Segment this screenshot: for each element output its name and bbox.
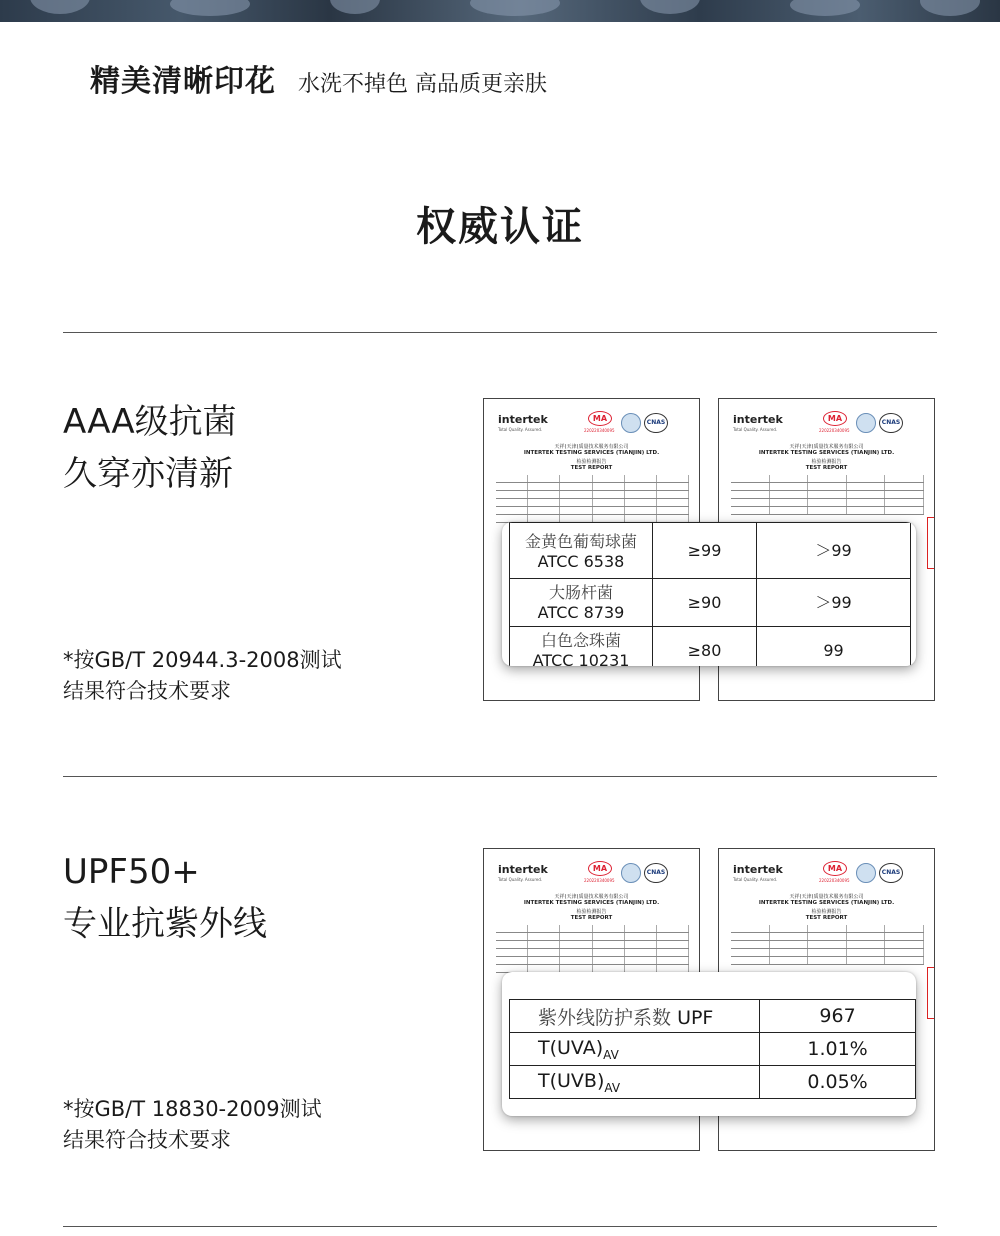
test-report-thumbnail: intertek Total Quality. Assured. MA 220220340095 CNAS 天祥(天津)质量技术服务有限公司 INTERTEK TESTING SERVICES (TIANJIN) LTD. 检验检测报告 TEST REPORT bbox=[718, 398, 935, 701]
intertek-logo: intertek bbox=[733, 863, 783, 876]
intertek-logo: intertek bbox=[498, 863, 548, 876]
section-title: 权威认证 bbox=[416, 204, 584, 250]
table-row: 紫外线防护系数 UPF 967 bbox=[510, 1000, 916, 1033]
uv-result-table bbox=[509, 999, 916, 1099]
table-row: 白色念珠菌 ATCC 10231 ≥80 99 bbox=[510, 627, 911, 667]
ma-mark-icon: MA bbox=[823, 411, 847, 426]
report-table-thumbnail bbox=[496, 475, 689, 523]
top-print-strip bbox=[0, 0, 1000, 22]
feature-uv-title: UPF50+ 专业抗紫外线 bbox=[63, 852, 267, 944]
cnas-mark-icon: CNAS bbox=[879, 863, 903, 883]
feature-uv-note: *按GB/T 18830-2009测试 结果符合技术要求 bbox=[63, 1097, 322, 1152]
antibacterial-zoom-panel bbox=[502, 522, 916, 666]
test-report-thumbnail: intertek Total Quality. Assured. MA 220220340095 CNAS 天祥(天津)质量技术服务有限公司 INTERTEK TESTING SERVICES (TIANJIN) LTD. 检验检测报告 TEST REPORT bbox=[483, 848, 700, 1151]
intertek-logo: intertek bbox=[498, 413, 548, 426]
headline-subtitle: 水洗不掉色 高品质更亲肤 bbox=[298, 72, 547, 97]
uv-zoom-panel bbox=[502, 972, 916, 1116]
ilac-mark-icon bbox=[856, 863, 876, 883]
red-stamp-icon bbox=[927, 967, 935, 1019]
table-row: $T(UVA)_{AV}$ 1.01% bbox=[510, 1033, 916, 1066]
cnas-mark-icon: CNAS bbox=[879, 413, 903, 433]
divider bbox=[63, 776, 937, 777]
table-row: $T(UVB)_{AV}$ 0.05% bbox=[510, 1066, 916, 1099]
divider bbox=[63, 1226, 937, 1227]
ilac-mark-icon bbox=[621, 863, 641, 883]
antibacterial-result-table bbox=[509, 522, 911, 666]
divider bbox=[63, 332, 937, 333]
feature-antibacterial-title: AAA级抗菌 久穿亦清新 bbox=[63, 402, 237, 494]
table-row: 大肠杆菌 ATCC 8739 ≥90 ＞99 bbox=[510, 579, 911, 627]
test-report-thumbnail: intertek Total Quality. Assured. MA 220220340095 CNAS 天祥(天津)质量技术服务有限公司 INTERTEK TESTING SERVICES (TIANJIN) LTD. 检验检测报告 TEST REPORT bbox=[718, 848, 935, 1151]
cnas-mark-icon: CNAS bbox=[644, 413, 668, 433]
report-table-thumbnail bbox=[496, 925, 689, 973]
headline bbox=[90, 56, 547, 99]
test-report-thumbnail: intertek Total Quality. Assured. MA 220220340095 CNAS 天祥(天津)质量技术服务有限公司 INTERTEK TESTING SERVICES (TIANJIN) LTD. 检验检测报告 TEST REPORT bbox=[483, 398, 700, 701]
table-row: 金黄色葡萄球菌 ATCC 6538 ≥99 ＞99 bbox=[510, 523, 911, 579]
ilac-mark-icon bbox=[856, 413, 876, 433]
ma-mark-icon: MA bbox=[588, 861, 612, 876]
report-table-thumbnail bbox=[731, 475, 924, 515]
ilac-mark-icon bbox=[621, 413, 641, 433]
feature-antibacterial-note: *按GB/T 20944.3-2008测试 结果符合技术要求 bbox=[63, 648, 342, 703]
cnas-mark-icon: CNAS bbox=[644, 863, 668, 883]
headline-title: 精美清晰印花 bbox=[90, 64, 276, 99]
intertek-logo: intertek bbox=[733, 413, 783, 426]
ma-mark-icon: MA bbox=[588, 411, 612, 426]
ma-mark-icon: MA bbox=[823, 861, 847, 876]
red-stamp-icon bbox=[927, 517, 935, 569]
report-table-thumbnail bbox=[731, 925, 924, 965]
